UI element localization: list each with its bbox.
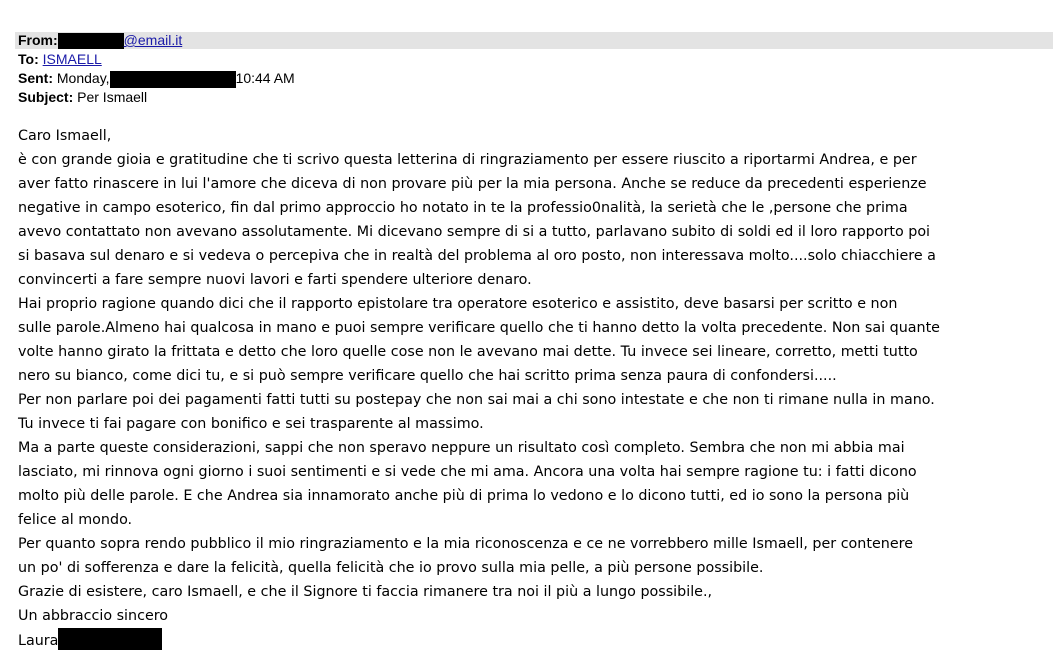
body-line: Ma a parte queste considerazioni, sappi che non speravo neppure un risultato così completo. Sembra che non mi abbia mai: [18, 440, 905, 456]
body-line: convincerti a fare sempre nuovi lavori e farti spendere ulteriore denaro.: [18, 272, 532, 288]
sent-time: 10:44 AM: [235, 70, 295, 86]
body-line: Tu invece ti fai pagare con bonifico e sei trasparente al massimo.: [18, 416, 484, 432]
to-row: [18, 50, 102, 69]
body-line: aver fatto rinascere in lui l'amore che diceva di non provare più per la mia persona. Anche se reduce da precedenti esperienze: [18, 176, 927, 192]
body-line: Grazie di esistere, caro Ismaell, e che il Signore ti faccia rimanere tra noi il più a lungo possibile.,: [18, 584, 713, 600]
body-line: volte hanno girato la frittata e detto che loro quelle cose non le avevano mai dette. Tu invece sei lineare, corretto, metti tutto: [18, 344, 918, 360]
body-line: Caro Ismaell,: [18, 128, 112, 144]
sent-label: Sent:: [18, 70, 53, 86]
redacted-sender-name: [58, 33, 124, 49]
body-line: felice al mondo.: [18, 512, 133, 528]
body-line: negative in campo esoterico, fin dal primo approccio ho notato in te la professio0nalità, la serietà che le ,persone che prima: [18, 200, 908, 216]
body-line: sulle parole.Almeno hai qualcosa in mano e puoi sempre verificare quello che ti hanno detto la volta precedente. Non sai quante: [18, 320, 940, 336]
to-recipient-link[interactable]: ISMAELL: [42, 51, 102, 67]
subject-value: Per Ismaell: [77, 89, 148, 105]
body-line: Per non parlare poi dei pagamenti fatti tutti su postepay che non sai mai a chi sono intestate e che non ti rimane nulla in mano.: [18, 392, 935, 408]
sent-day: Monday,: [56, 70, 110, 86]
body-line: molto più delle parole. E che Andrea sia innamorato anche più di prima lo vedono e lo dicono tutti, ed io sono la persona più: [18, 488, 910, 504]
body-line: Hai proprio ragione quando dici che il rapporto epistolare tra operatore esoterico e assistito, deve basarsi per scritto e non: [18, 296, 898, 312]
body-line: nero su bianco, come dici tu, e si può sempre verificare quello che hai scritto prima senza paura di confondersi.....: [18, 368, 837, 384]
body-line: Per quanto sopra rendo pubblico il mio ringraziamento e la mia riconoscenza e ce ne vorrebbero mille Ismaell, per contenere: [18, 536, 913, 552]
body-line: Un abbraccio sincero: [18, 608, 169, 624]
signature-name: Laura: [18, 633, 59, 649]
body-line: un po' di sofferenza e dare la felicità, quella felicità che io provo sulla mia pelle, a più persone possibile.: [18, 560, 764, 576]
body-line: è con grande gioia e gratitudine che ti scrivo questa letterina di ringraziamento per essere riuscito a riportarmi Andrea, e per: [18, 152, 917, 168]
to-label: To:: [18, 51, 39, 67]
body-line: si basava sul denaro e si vedeva o percepiva che in realtà del problema al oro posto, non interessava molto....solo chiacchiere a: [18, 248, 936, 264]
redacted-signature-surname: [58, 628, 162, 650]
from-email-link[interactable]: @email.it: [123, 32, 183, 48]
subject-label: Subject:: [18, 89, 74, 105]
from-row: [18, 31, 182, 50]
message-body: [18, 124, 1054, 653]
body-line: avevo contattato non avevano assolutamente. Mi dicevano sempre di si a tutto, parlavano subito di soldi ed il loro rapporto poi: [18, 224, 931, 240]
sent-row: [18, 69, 295, 88]
subject-row: [18, 88, 147, 107]
from-label: From:: [18, 32, 58, 48]
redacted-sent-date: [110, 71, 236, 88]
signature-line: [18, 628, 1054, 653]
body-line: lasciato, mi rinnova ogni giorno i suoi sentimenti e si vede che mi ama. Ancora una volta hai sempre ragione tu: i fatti dicono: [18, 464, 917, 480]
